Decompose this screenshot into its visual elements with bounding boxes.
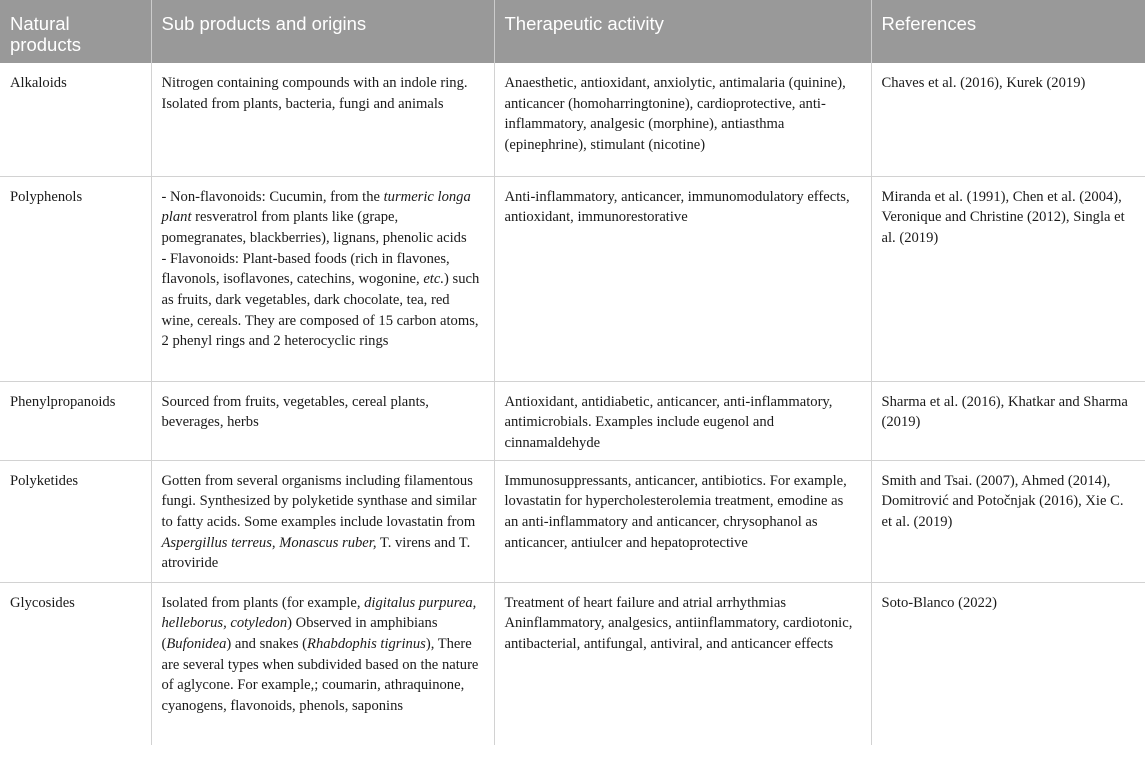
cell-origin bbox=[151, 582, 494, 745]
cell-activity: Treatment of heart failure and atrial arrhythmias Aninflammatory, analgesics, antiinflammatory, cardiotonic, antibacterial, antifungal, antiviral, and anticancer effects bbox=[494, 582, 871, 745]
text-run: Gotten from several organisms including filamentous fungi. Synthesized by polyketide synthase and similar to fatty acids. Some examples include lovastatin from bbox=[161, 472, 477, 531]
table-row bbox=[0, 582, 1145, 745]
text-run: ) and snakes ( bbox=[226, 636, 308, 653]
cell-product: Polyketides bbox=[0, 460, 151, 582]
italic-text: etc. bbox=[423, 271, 444, 288]
cell-origin: Nitrogen containing compounds with an indole ring. Isolated from plants, bacteria, fungi and animals bbox=[151, 63, 494, 176]
cell-product: Glycosides bbox=[0, 582, 151, 745]
header-natural-products: Natural products bbox=[0, 0, 151, 63]
header-row bbox=[0, 0, 1145, 63]
text-run: ), There are several types when subdivided based on the nature of aglycone. For example,; coumarin, athraquinone, cyanogens, flavonoids, phenols, saponins bbox=[161, 636, 479, 715]
header-sub-products: Sub products and origins bbox=[151, 0, 494, 63]
table-row bbox=[0, 460, 1145, 582]
text-run: ) Observed in amphibians ( bbox=[161, 615, 438, 653]
cell-product: Polyphenols bbox=[0, 176, 151, 381]
cell-references: Soto-Blanco (2022) bbox=[881, 594, 998, 611]
italic-text: Bufonidea bbox=[166, 636, 227, 653]
text-run: - Flavonoids: Plant-based foods (rich in flavones, flavonols, isoflavones, catechins, wogonine, bbox=[161, 250, 450, 288]
cell-origin bbox=[151, 460, 494, 582]
table-header bbox=[0, 0, 1145, 63]
origin-non-flavonoids bbox=[162, 187, 484, 249]
text-run: Isolated from plants (for example, bbox=[161, 594, 365, 611]
cell-origin: Sourced from fruits, vegetables, cereal plants, beverages, herbs bbox=[151, 381, 494, 460]
cell-product: Phenylpropanoids bbox=[0, 381, 151, 460]
table-row bbox=[0, 381, 1145, 460]
cell-product: Alkaloids bbox=[0, 63, 151, 176]
header-references: References bbox=[871, 0, 1145, 63]
italic-text: Rhabdophis tigrinus bbox=[307, 636, 426, 653]
table-body bbox=[0, 63, 1145, 745]
text-run: ) such as fruits, dark vegetables, dark chocolate, tea, red wine, cereals. They are composed of 15 carbon atoms, 2 phenyl rings and 2 heterocyclic rings bbox=[161, 271, 480, 350]
text-run: resveratrol from plants like (grape, pomegranates, blackberries), lignans, phenolic acids bbox=[161, 209, 467, 246]
cell-references: Smith and Tsai. (2007), Ahmed (2014), Domitrović and Potočnjak (2016), Xie C. et al. (2019) bbox=[871, 460, 1145, 582]
text-run: - Non-flavonoids: Cucumin, from the bbox=[161, 188, 384, 205]
cell-origin bbox=[151, 176, 494, 381]
cell-activity: Anaesthetic, antioxidant, anxiolytic, antimalaria (quinine), anticancer (homoharringtonine), cardioprotective, anti-inflammatory, analgesic (morphine), antiasthma (epinephrine), stimulant (nicotine) bbox=[494, 63, 871, 176]
italic-text: turmeric longa plant bbox=[161, 188, 471, 226]
cell-activity: Immunosuppressants, anticancer, antibiotics. For example, lovastatin for hypercholesterolemia treatment, emodine as an anti-inflammatory and anticancer, chrysophanol as anticancer, antiulcer and hepatoprotective bbox=[494, 460, 871, 582]
cell-references: Miranda et al. (1991), Chen et al. (2004), Veronique and Christine (2012), Singla et al. (2019) bbox=[871, 176, 1145, 381]
cell-activity: Anti-inflammatory, anticancer, immunomodulatory effects, antioxidant, immunorestorative bbox=[494, 176, 871, 381]
cell-references: Chaves et al. (2016), Kurek (2019) bbox=[871, 63, 1145, 176]
header-therapeutic-activity: Therapeutic activity bbox=[494, 0, 871, 63]
italic-text: digitalus purpurea, helleborus, cotyledon bbox=[161, 594, 477, 632]
cell-activity: Antioxidant, antidiabetic, anticancer, anti-inflammatory, antimicrobials. Examples include eugenol and cinnamaldehyde bbox=[494, 381, 871, 460]
cell-references: Sharma et al. (2016), Khatkar and Sharma (2019) bbox=[871, 381, 1145, 460]
italic-text: Aspergillus terreus, Monascus ruber, bbox=[161, 534, 377, 551]
origin-flavonoids bbox=[162, 249, 484, 353]
text-run: T. virens and T. atroviride bbox=[161, 534, 471, 572]
table-row bbox=[0, 63, 1145, 176]
table-row bbox=[0, 176, 1145, 381]
